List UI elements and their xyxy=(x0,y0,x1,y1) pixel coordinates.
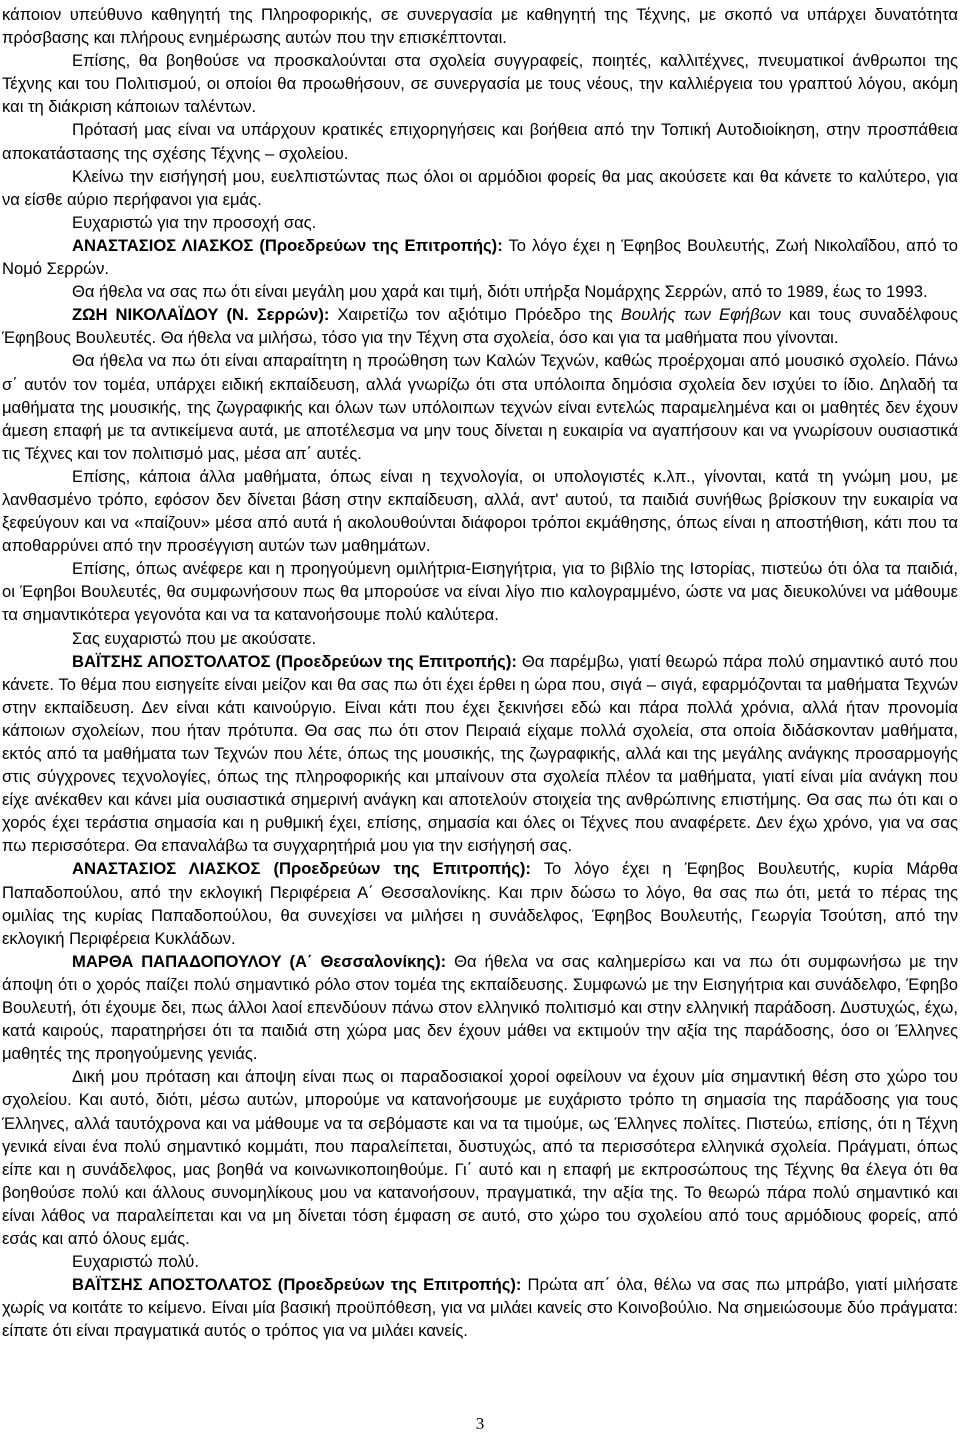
speaker-name: ΜΑΡΘΑ ΠΑΠΑΔΟΠΟΥΛΟΥ (Α΄ Θεσσαλονίκης): xyxy=(72,951,447,971)
paragraph-text: Επίσης, θα βοηθούσε να προσκαλούνται στα σχολεία συγγραφείς, ποιητές, καλλιτέχνες, πνευματικοί άνθρωποι της Τέχνης και του Πολιτισμού, οι οποίοι θα προωθήσουν, σε συνεργασία με τους νέους, την καλλιέργεια του γραπτού λόγου, ακόμη και τη διάκριση κάποιων ταλέντων. xyxy=(2,51,958,117)
paragraph xyxy=(2,49,958,118)
paragraph-text: Θα ήθελα να σας πω ότι είναι μεγάλη μου χαρά και τιμή, διότι υπήρξα Νομάρχης Σερρών, από το 1989, έως το 1993. xyxy=(72,282,928,302)
paragraph xyxy=(2,1250,958,1273)
paragraph xyxy=(2,118,958,164)
paragraph xyxy=(2,650,958,858)
speaker-name: ΒΑΪΤΣΗΣ ΑΠΟΣΤΟΛΑΤΟΣ (Προεδρεύων της Επιτροπής): xyxy=(72,651,517,671)
speaker-name: ΒΑΪΤΣΗΣ ΑΠΟΣΤΟΛΑΤΟΣ (Προεδρεύων της Επιτροπής): xyxy=(72,1275,522,1295)
paragraph-text: Πρώτα απ΄ όλα, θέλω να σας πω μπράβο, γιατί μιλήσατε χωρίς να κοιτάτε το κείμενο. Είναι μία βασική προϋπόθεση, για να μιλάει κανείς στο Κοινοβούλιο. Να σημειώσουμε δύο πράγματα: είπατε ότι είναι πραγματικά αυτός ο τρόπος για να μιλάει κανείς. xyxy=(2,1275,958,1341)
paragraph-text: Βουλής των Εφήβων xyxy=(620,305,781,325)
paragraph-text: Χαιρετίζω τον αξιότιμο Πρόεδρο της xyxy=(329,305,621,325)
paragraph xyxy=(2,557,958,626)
paragraph-text: Ευχαριστώ για την προσοχή σας. xyxy=(72,212,317,232)
paragraph xyxy=(2,627,958,650)
paragraph xyxy=(2,349,958,464)
paragraph-text: κάποιον υπεύθυνο καθηγητή της Πληροφορικής, σε συνεργασία με καθηγητή της Τέχνης, με σκοπό να υπάρχει δυνατότητα πρόσβασης και πλήρους ενημέρωσης αυτών που την επισκέπτονται. xyxy=(2,5,958,48)
document-body xyxy=(2,3,958,1342)
paragraph xyxy=(2,303,958,349)
paragraph xyxy=(2,1273,958,1342)
paragraph-text: Το λόγο έχει η Έφηβος Βουλευτής, Ζωή Νικολαΐδου, από το Νομό Σερρών. xyxy=(2,235,959,279)
paragraph xyxy=(2,465,958,557)
paragraph xyxy=(2,211,958,234)
paragraph-text: και τους συναδέλφους Έφηβους Βουλευτές. Θα ήθελα να μιλήσω, τόσο για την Τέχνη στα σχολεία, όσο και για τα μαθήματα που γίνονται. xyxy=(2,305,958,348)
paragraph-text: Το λόγο έχει η Έφηβος Βουλευτής, κυρία Μάρθα Παπαδοπούλου, από την εκλογική Περιφέρεια Α΄ Θεσσαλονίκης. Και πριν δώσω το λόγο, θα σας πω ότι, μετά το πέρας της ομιλίας της κυρίας Παπαδοπούλου, θα συνεχίσει να μιλήσει η συνάδελφος, Έφηβος Βουλευτής, Γεωργία Τσούτση, από την εκλογική Περιφέρεια Κυκλάδων. xyxy=(2,859,959,948)
paragraph-text: Ευχαριστώ πολύ. xyxy=(72,1252,199,1272)
paragraph-text: Θα παρέμβω, γιατί θεωρώ πάρα πολύ σημαντικό αυτό που κάνετε. Το θέμα που εισηγείτε είναι μείζον και θα σας πω ότι έχει έρθει η ώρα που, σιγά – σιγά, εφαρμόζονται τα μαθήματα Τεχνών στην εκπαίδευση. Δεν είναι κάτι καινούργιο. Είναι κάτι που έχει ξεκινήσει εδώ και πάρα πολλά χρόνια, αλλά ήταν προνομία κάποιων σχολείων, που ήταν πρότυπα. Θα σας πω ότι στον Πειραιά είχαμε πολλά σχολεία, στα οποία διδάσκονταν μαθήματα, εκτός από τα μαθήματα των Τεχνών που λέτε, όπως της μουσικής, της ζωγραφικής, αλλά και της μεγάλης ανάγκης προσαρμογής στις σύγχρονες τεχνολογίες, όπως της πληροφορικής και μπαίνουν στα σχολεία πλέον τα μαθήματα, γιατί είναι μία ανάγκη που είχε ανέκαθεν και κάνει μία ουσιαστικά σημερινή ανάγκη και αποτελούν στοιχεία της ανθρώπινης επιστήμης. Θα σας πω ότι και ο χορός έχει τεράστια σημασία και η ρυθμική έχει, επίσης, σημασία και όλες οι Τέχνες που αναφέρετε. Δεν έχω χρόνο, για να σας πω περισσότερα. Θα επαναλάβω τα συγχαρητήριά μου για την εισήγησή σας. xyxy=(2,651,958,856)
paragraph xyxy=(2,165,958,211)
paragraph-text: Επίσης, όπως ανέφερε και η προηγούμενη ομιλήτρια-Εισηγήτρια, για το βιβλίο της Ιστορίας, πιστεύω ότι όλα τα παιδιά, οι Έφηβοι Βουλευτές, θα συμφωνήσουν πως θα μπορούσε να είναι λίγο πιο καλογραμμένο, ώστε να μας διευκολύνει να μάθουμε τα σημαντικότερα γεγονότα και να τα κατανοήσουμε πολύ καλύτερα. xyxy=(2,559,958,625)
paragraph-text: Κλείνω την εισήγησή μου, ευελπιστώντας πως όλοι οι αρμόδιοι φορείς θα μας ακούσετε και θα κάνετε το καλύτερο, για να είσθε αύριο περήφανοι για εμάς. xyxy=(2,166,958,209)
paragraph xyxy=(2,1065,958,1250)
paragraph xyxy=(2,950,958,1065)
paragraph xyxy=(2,280,958,303)
paragraph-text: Θα ήθελα να πω ότι είναι απαραίτητη η προώθηση των Καλών Τεχνών, καθώς προέρχομαι από μουσικό σχολείο. Πάνω σ΄ αυτόν τον τομέα, υπάρχει ειδική εκπαίδευση, αλλά γνωρίζω ότι στα υπόλοιπα δημόσια σχολεία δεν ισχύει το ίδιο. Δηλαδή τα μαθήματα της μουσικής, της ζωγραφικής και όλων των υπόλοιπων τεχνών είναι εντελώς παραμελημένα και οι μαθητές δεν έχουν άμεση επαφή με τα αντικείμενα αυτά, με αποτέλεσμα να μην τους δίνεται η ευκαιρία να αγαπήσουν και να γνωρίσουν ουσιαστικά τις Τέχνες και τον πολιτισμό μας, μέσα απ΄ αυτές. xyxy=(2,351,958,463)
speaker-name: ΑΝΑΣΤΑΣΙΟΣ ΛΙΑΣΚΟΣ (Προεδρεύων της Επιτροπής): xyxy=(72,859,531,879)
page-number: 3 xyxy=(475,1414,485,1433)
paragraph xyxy=(2,857,958,949)
paragraph-text: Θα ήθελα να σας καλημερίσω και να πω ότι συμφωνήσω με την άποψη ότι ο χορός παίζει πολύ σημαντικό ρόλο στον τομέα της εκπαίδευσης. Συμφωνώ με την Εισηγήτρια και συνάδελφο, Έφηβο Βουλευτή, ότι έχουμε δει, πως άλλοι λαοί επενδύουν πάνω στον ελληνικό πολιτισμό και στην ελληνική παράδοση. Δυστυχώς, έχω, κατά καιρούς, παρατηρήσει ότι τα παιδιά στη χώρα μας δεν έχουν μάθει να εκτιμούν την αξία της παράδοσης, όσο οι Έλληνες μαθητές της προηγούμενης γενιάς. xyxy=(2,951,958,1064)
paragraph-text: Δική μου πρόταση και άποψη είναι πως οι παραδοσιακοί χοροί οφείλουν να έχουν μία σημαντική θέση στο χώρο του σχολείου. Και αυτό, διότι, μέσω αυτών, μπορούμε να κατανοήσουμε με ευχάριστο τρόπο τη σημασία της παράδοσης για τους Έλληνες, αλλά ταυτόχρονα και να μάθουμε να τα σεβόμαστε και να τα τιμούμε, ως Έλληνες πολίτες. Πιστεύω, επίσης, ότι η Τέχνη γενικά είναι ένα πολύ σημαντικό κομμάτι, που παραλείπεται, δυστυχώς, από τα περισσότερα ελληνικά σχολεία. Πράγματι, όπως είπε και η συνάδελφος, μας βοηθά να κοινωνικοποιηθούμε. Γι΄ αυτό και η επαφή με εκπροσώπους της Τέχνης θα έλεγα ότι θα βοηθούσε πολύ και άλλους συνομηλίκους μου να κατανοήσουν, πραγματικά, την αξία της. Το θεωρώ πάρα πολύ σημαντικό και είναι λάθος να παραλείπεται και να μη δίνεται τόση έμφαση σε αυτό, στο χώρο του σχολείου από τους αρμόδιους φορείς, από εσάς και από όλους εμάς. xyxy=(2,1067,958,1248)
paragraph-text: Πρότασή μας είναι να υπάρχουν κρατικές επιχορηγήσεις και βοήθεια από την Τοπική Αυτοδιοίκηση, στην προσπάθεια αποκατάστασης της σχέσης Τέχνης – σχολείου. xyxy=(2,120,958,163)
paragraph-text: Επίσης, κάποια άλλα μαθήματα, όπως είναι η τεχνολογία, οι υπολογιστές κ.λπ., γίνονται, κατά τη γνώμη μου, με λανθασμένο τρόπο, εφόσον δεν δίνεται βάση στην εκπαίδευση, αλλά, αντ' αυτού, τα παιδιά συνήθως βρίσκουν την ευκαιρία να ξεφεύγουν και να «παίζουν» μέσα από αυτά ή ακολουθούνται διάφοροι τρόποι εκμάθησης, όπως είναι η αποστήθιση, κάτι που τα αποθαρρύνει από την προσέγγιση αυτών των μαθημάτων. xyxy=(2,466,958,556)
paragraph-text: Σας ευχαριστώ που με ακούσατε. xyxy=(72,628,317,648)
paragraph xyxy=(2,234,958,280)
speaker-name: ΑΝΑΣΤΑΣΙΟΣ ΛΙΑΣΚΟΣ (Προεδρεύων της Επιτροπής): xyxy=(72,235,503,255)
speaker-name: ΖΩΗ ΝΙΚΟΛΑΪΔΟΥ (Ν. Σερρών): xyxy=(72,305,330,325)
paragraph xyxy=(2,3,958,49)
